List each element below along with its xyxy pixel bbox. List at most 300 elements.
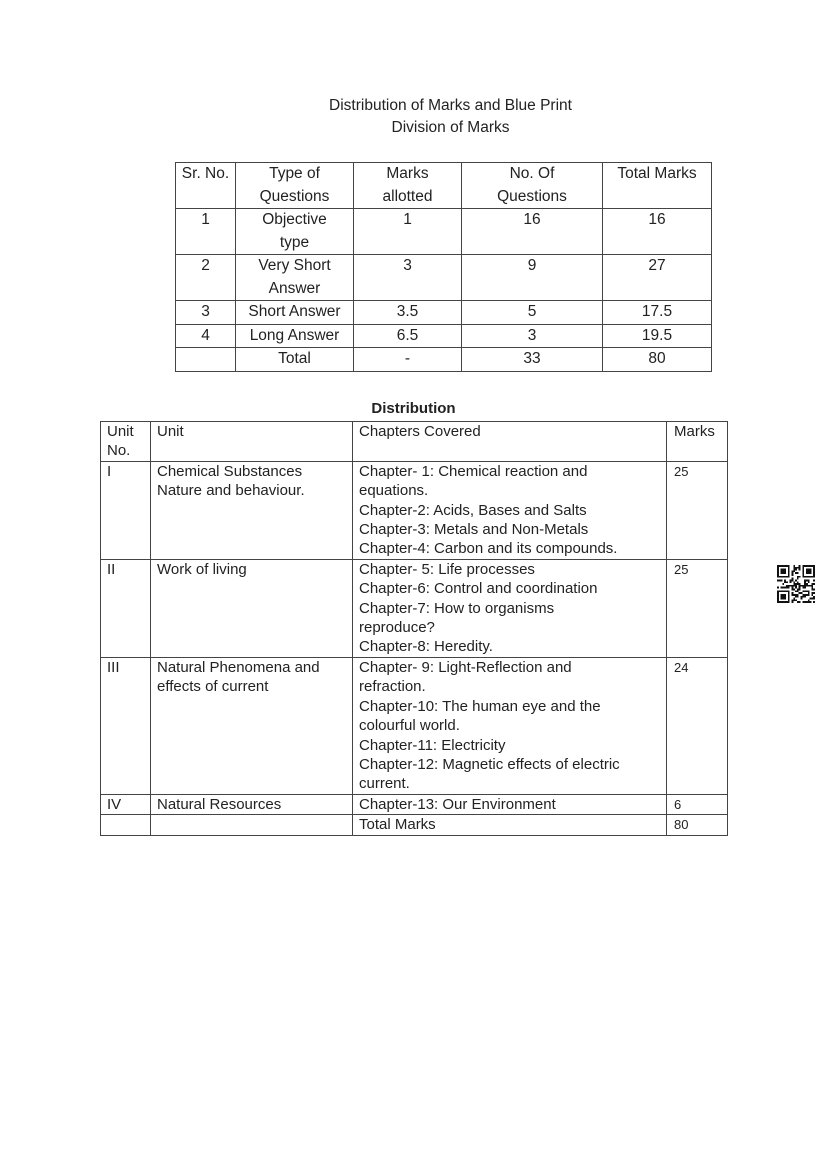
qr-module xyxy=(788,598,790,600)
chapter-text: Chapter-4: Carbon and its compounds. xyxy=(359,540,618,558)
qr-module xyxy=(791,570,793,572)
total-marks-cell: 80 xyxy=(603,348,712,372)
qr-module xyxy=(810,598,812,600)
qr-module xyxy=(808,585,810,587)
qr-module xyxy=(813,592,815,594)
marks-table-header-cell xyxy=(603,163,712,209)
qr-module xyxy=(788,567,790,569)
qr-module xyxy=(791,585,793,587)
qr-module xyxy=(786,590,788,592)
qr-module xyxy=(788,592,790,594)
chapter-text: Chapter-2: Acids, Bases and Salts xyxy=(359,501,587,519)
qr-module xyxy=(791,572,793,574)
qr-module xyxy=(788,572,790,574)
qr-module xyxy=(799,589,801,591)
qr-module xyxy=(784,579,786,581)
chapter-text: Chapter-13: Our Environment xyxy=(359,795,556,813)
qr-module xyxy=(782,590,784,592)
qr-module xyxy=(804,596,806,598)
question-type-cell xyxy=(236,209,354,255)
qr-module xyxy=(782,587,784,589)
total-marks-label: Total Marks xyxy=(353,815,667,835)
qr-module xyxy=(779,601,781,603)
qr-module xyxy=(806,579,808,581)
qr-module xyxy=(777,599,779,601)
unit-no-cell: I xyxy=(101,461,151,559)
qr-module xyxy=(797,581,799,583)
header-text: Questions xyxy=(259,187,330,205)
qr-module xyxy=(793,598,795,600)
qr-module xyxy=(808,565,810,567)
qr-module xyxy=(782,572,784,574)
total-marks-cell: 16 xyxy=(603,209,712,255)
qr-module xyxy=(786,581,788,583)
question-count-cell: 3 xyxy=(462,324,603,348)
qr-module xyxy=(777,574,779,576)
total-marks-value: 80 xyxy=(667,815,728,835)
qr-module xyxy=(791,578,793,580)
qr-module xyxy=(813,589,815,591)
marks-table-header-row xyxy=(176,163,712,209)
qr-module xyxy=(811,592,813,594)
marks-allotted-cell: 3 xyxy=(354,255,462,301)
marks-table-header-cell xyxy=(462,163,603,209)
page-title: Distribution of Marks and Blue Print xyxy=(329,97,572,114)
chapter-text: reproduce? xyxy=(359,619,435,637)
qr-module xyxy=(777,592,779,594)
qr-module xyxy=(777,590,779,592)
qr-module xyxy=(779,576,781,578)
qr-module xyxy=(802,585,804,587)
qr-module xyxy=(781,579,783,581)
qr-module xyxy=(793,585,795,587)
chapter-text: Chapter-7: How to organisms xyxy=(359,599,555,617)
qr-module xyxy=(784,601,786,603)
qr-module xyxy=(795,587,797,589)
qr-module xyxy=(806,570,808,572)
chapter-text: current. xyxy=(359,775,410,793)
marks-division-table xyxy=(175,162,712,372)
qr-module xyxy=(791,589,793,591)
qr-module xyxy=(802,574,804,576)
page-subtitle: Division of Marks xyxy=(391,119,510,136)
header-text: Total Marks xyxy=(617,165,697,182)
chapter-text: Chapter-8: Heredity. xyxy=(359,638,493,656)
qr-module xyxy=(797,589,799,591)
qr-module xyxy=(801,598,803,600)
qr-module xyxy=(790,581,792,583)
question-type-text: Total xyxy=(278,350,311,367)
qr-module xyxy=(801,585,803,587)
qr-module xyxy=(806,590,808,592)
empty-cell xyxy=(101,815,151,835)
qr-module xyxy=(781,570,783,572)
question-type-cell xyxy=(236,255,354,301)
qr-module xyxy=(793,594,795,596)
qr-module xyxy=(795,583,797,585)
qr-module xyxy=(806,583,808,585)
header-text: Type of xyxy=(269,165,320,182)
qr-module xyxy=(802,596,804,598)
qr-module xyxy=(813,572,815,574)
distribution-total-row xyxy=(101,815,728,835)
unit-marks-cell: 25 xyxy=(667,559,728,657)
qr-module xyxy=(786,565,788,567)
qr-module xyxy=(786,601,788,603)
distribution-header-row xyxy=(101,422,728,462)
qr-module xyxy=(802,565,804,567)
qr-code-icon xyxy=(777,565,815,603)
qr-module xyxy=(781,565,783,567)
qr-module xyxy=(799,565,801,567)
qr-module xyxy=(788,569,790,571)
qr-module xyxy=(782,565,784,567)
qr-module xyxy=(806,576,808,578)
qr-module xyxy=(791,574,793,576)
qr-module xyxy=(804,601,806,603)
qr-module xyxy=(797,576,799,578)
qr-module xyxy=(793,570,795,572)
qr-module xyxy=(813,574,815,576)
qr-module xyxy=(810,565,812,567)
qr-module xyxy=(795,572,797,574)
qr-module xyxy=(793,583,795,585)
qr-module xyxy=(797,596,799,598)
qr-module xyxy=(799,567,801,569)
unit-marks-cell: 6 xyxy=(667,794,728,814)
qr-module xyxy=(804,590,806,592)
qr-module xyxy=(788,601,790,603)
qr-module xyxy=(793,565,795,567)
qr-module xyxy=(802,594,804,596)
qr-module xyxy=(804,576,806,578)
qr-module xyxy=(804,565,806,567)
question-count-cell: 16 xyxy=(462,209,603,255)
question-count-cell: 9 xyxy=(462,255,603,301)
unit-name-text: Chemical Substances xyxy=(157,462,303,480)
qr-module xyxy=(793,589,795,591)
qr-module xyxy=(806,565,808,567)
chapters-cell xyxy=(353,461,667,559)
marks-allotted-cell: 6.5 xyxy=(354,324,462,348)
qr-module xyxy=(806,569,808,571)
marks-table-header-cell xyxy=(176,163,236,209)
qr-module xyxy=(804,587,806,589)
chapter-text: Chapter- 5: Life processes xyxy=(359,560,535,578)
qr-module xyxy=(808,599,810,601)
unit-name-cell xyxy=(151,559,353,657)
chapter-text: Chapter-11: Electricity xyxy=(359,736,506,754)
question-type-text: Short Answer xyxy=(248,303,341,320)
distribution-caption: Distribution xyxy=(371,400,456,417)
qr-module xyxy=(797,567,799,569)
marks-allotted-cell: - xyxy=(354,348,462,372)
qr-module xyxy=(797,572,799,574)
qr-module xyxy=(777,570,779,572)
qr-module xyxy=(802,569,804,571)
qr-module xyxy=(779,579,781,581)
sr-no-cell: 1 xyxy=(176,209,236,255)
question-type-cell xyxy=(236,348,354,372)
qr-module xyxy=(813,567,815,569)
marks-table-row xyxy=(176,255,712,301)
question-count-cell: 33 xyxy=(462,348,603,372)
qr-module xyxy=(784,565,786,567)
chapter-text: Chapter- 9: Light-Reflection and xyxy=(359,658,572,676)
qr-module xyxy=(788,576,790,578)
question-type-cell xyxy=(236,301,354,325)
qr-module xyxy=(781,572,783,574)
qr-module xyxy=(784,596,786,598)
qr-module xyxy=(802,572,804,574)
chapter-text: Chapter- 1: Chemical reaction and xyxy=(359,462,588,480)
marks-allotted-cell: 3.5 xyxy=(354,301,462,325)
qr-module xyxy=(782,601,784,603)
qr-module xyxy=(799,601,801,603)
qr-module xyxy=(777,567,779,569)
total-marks-cell: 27 xyxy=(603,255,712,301)
distribution-row xyxy=(101,559,728,657)
header-text: Unit xyxy=(107,423,134,440)
qr-module xyxy=(779,590,781,592)
distribution-row xyxy=(101,461,728,559)
unit-marks-cell: 25 xyxy=(667,461,728,559)
distribution-row xyxy=(101,794,728,814)
sr-no-cell: 3 xyxy=(176,301,236,325)
qr-module xyxy=(777,576,779,578)
qr-module xyxy=(802,576,804,578)
chapter-text: Chapter-3: Metals and Non-Metals xyxy=(359,521,589,539)
qr-module xyxy=(795,594,797,596)
qr-module xyxy=(804,585,806,587)
qr-module xyxy=(797,583,799,585)
qr-module xyxy=(813,569,815,571)
qr-module xyxy=(788,570,790,572)
qr-module xyxy=(781,601,783,603)
qr-module xyxy=(795,567,797,569)
qr-module xyxy=(808,579,810,581)
unit-marks-cell: 24 xyxy=(667,657,728,794)
unit-name-text: Work of living xyxy=(157,560,247,578)
qr-module xyxy=(793,581,795,583)
unit-name-text: effects of current xyxy=(157,678,269,696)
marks-table-row xyxy=(176,348,712,372)
qr-module xyxy=(784,590,786,592)
qr-module xyxy=(777,579,779,581)
qr-module xyxy=(777,594,779,596)
unit-name-text: Natural Resources xyxy=(157,795,282,813)
qr-module xyxy=(811,598,813,600)
qr-module xyxy=(781,598,783,600)
header-text: allotted xyxy=(382,187,433,205)
qr-module xyxy=(795,590,797,592)
question-type-text: type xyxy=(279,233,310,251)
qr-module xyxy=(795,585,797,587)
question-type-text: Objective xyxy=(262,211,327,228)
header-text: Questions xyxy=(497,187,567,205)
qr-module xyxy=(808,581,810,583)
question-type-text: Very Short xyxy=(258,257,331,274)
empty-cell xyxy=(151,815,353,835)
header-text: Sr. No. xyxy=(181,165,230,182)
qr-module xyxy=(795,569,797,571)
qr-module xyxy=(799,592,801,594)
qr-module xyxy=(795,596,797,598)
qr-module xyxy=(784,598,786,600)
qr-module xyxy=(795,599,797,601)
qr-module xyxy=(779,565,781,567)
chapter-text: Chapter-6: Control and coordination xyxy=(359,580,598,598)
qr-module xyxy=(788,594,790,596)
qr-module xyxy=(781,590,783,592)
qr-module xyxy=(781,576,783,578)
chapters-cell xyxy=(353,559,667,657)
chapter-text: colourful world. xyxy=(359,717,460,735)
qr-module xyxy=(782,596,784,598)
unit-no-cell: II xyxy=(101,559,151,657)
header-text: Marks xyxy=(386,165,429,182)
qr-module xyxy=(811,594,813,596)
qr-module xyxy=(811,587,813,589)
qr-module xyxy=(784,587,786,589)
qr-module xyxy=(813,565,815,567)
header-text: No. xyxy=(107,442,131,460)
qr-module xyxy=(813,570,815,572)
qr-module xyxy=(808,576,810,578)
qr-module xyxy=(808,572,810,574)
unit-name-text: Nature and behaviour. xyxy=(157,482,305,500)
marks-table-row xyxy=(176,209,712,255)
sr-no-cell: 4 xyxy=(176,324,236,348)
qr-module xyxy=(810,576,812,578)
qr-module xyxy=(782,570,784,572)
unit-name-cell xyxy=(151,794,353,814)
qr-module xyxy=(781,596,783,598)
qr-module xyxy=(786,585,788,587)
qr-module xyxy=(777,569,779,571)
qr-module xyxy=(811,583,813,585)
qr-module xyxy=(777,587,779,589)
unit-header: Unit xyxy=(151,422,353,462)
qr-module xyxy=(810,572,812,574)
unit-name-cell xyxy=(151,657,353,794)
qr-module xyxy=(813,596,815,598)
qr-module xyxy=(784,576,786,578)
qr-module xyxy=(811,576,813,578)
qr-module xyxy=(810,601,812,603)
qr-module xyxy=(808,592,810,594)
unit-name-text: Natural Phenomena and xyxy=(157,658,320,676)
marks-header: Marks xyxy=(667,422,728,462)
qr-module xyxy=(811,585,813,587)
qr-module xyxy=(791,579,793,581)
unit-no-header xyxy=(101,422,151,462)
chapter-text: refraction. xyxy=(359,678,426,696)
qr-module xyxy=(802,587,804,589)
marks-table-header-cell xyxy=(354,163,462,209)
qr-module xyxy=(808,601,810,603)
qr-module xyxy=(793,569,795,571)
qr-module xyxy=(799,576,801,578)
sr-no-cell: 2 xyxy=(176,255,236,301)
qr-module xyxy=(799,569,801,571)
qr-module xyxy=(793,567,795,569)
qr-module xyxy=(791,601,793,603)
qr-module xyxy=(799,585,801,587)
qr-module xyxy=(791,587,793,589)
qr-module xyxy=(804,594,806,596)
qr-module xyxy=(813,576,815,578)
qr-module xyxy=(808,569,810,571)
qr-module xyxy=(784,594,786,596)
qr-module xyxy=(799,587,801,589)
qr-module xyxy=(802,590,804,592)
qr-module xyxy=(806,572,808,574)
qr-module xyxy=(811,589,813,591)
qr-module xyxy=(791,599,793,601)
qr-module xyxy=(797,594,799,596)
distribution-row xyxy=(101,657,728,794)
qr-module xyxy=(788,596,790,598)
qr-module xyxy=(801,596,803,598)
qr-module xyxy=(808,590,810,592)
qr-module xyxy=(802,567,804,569)
qr-module xyxy=(784,581,786,583)
unit-no-cell: IV xyxy=(101,794,151,814)
qr-module xyxy=(791,592,793,594)
qr-module xyxy=(802,570,804,572)
qr-module xyxy=(813,598,815,600)
qr-module xyxy=(784,570,786,572)
qr-module xyxy=(811,565,813,567)
sr-no-cell xyxy=(176,348,236,372)
qr-module xyxy=(777,598,779,600)
qr-module xyxy=(784,569,786,571)
chapter-text: equations. xyxy=(359,482,429,500)
chapters-header: Chapters Covered xyxy=(353,422,667,462)
qr-module xyxy=(793,599,795,601)
chapter-text: Chapter-10: The human eye and the xyxy=(359,697,601,715)
qr-module xyxy=(810,569,812,571)
qr-module xyxy=(788,587,790,589)
qr-module xyxy=(788,590,790,592)
qr-module xyxy=(790,579,792,581)
qr-module xyxy=(797,601,799,603)
qr-module xyxy=(813,583,815,585)
qr-module xyxy=(808,570,810,572)
qr-module xyxy=(806,585,808,587)
qr-module xyxy=(804,579,806,581)
qr-module xyxy=(804,581,806,583)
qr-module xyxy=(813,579,815,581)
marks-table-row xyxy=(176,301,712,325)
qr-module xyxy=(788,574,790,576)
qr-module xyxy=(788,585,790,587)
qr-module xyxy=(777,601,779,603)
unit-no-cell: III xyxy=(101,657,151,794)
qr-module xyxy=(781,587,783,589)
qr-module xyxy=(781,569,783,571)
question-type-text: Answer xyxy=(268,279,321,297)
distribution-table xyxy=(100,421,728,836)
qr-module xyxy=(806,601,808,603)
marks-table-row xyxy=(176,324,712,348)
qr-module xyxy=(806,594,808,596)
total-marks-cell: 17.5 xyxy=(603,301,712,325)
qr-module xyxy=(782,594,784,596)
qr-module xyxy=(799,583,801,585)
qr-module xyxy=(804,583,806,585)
